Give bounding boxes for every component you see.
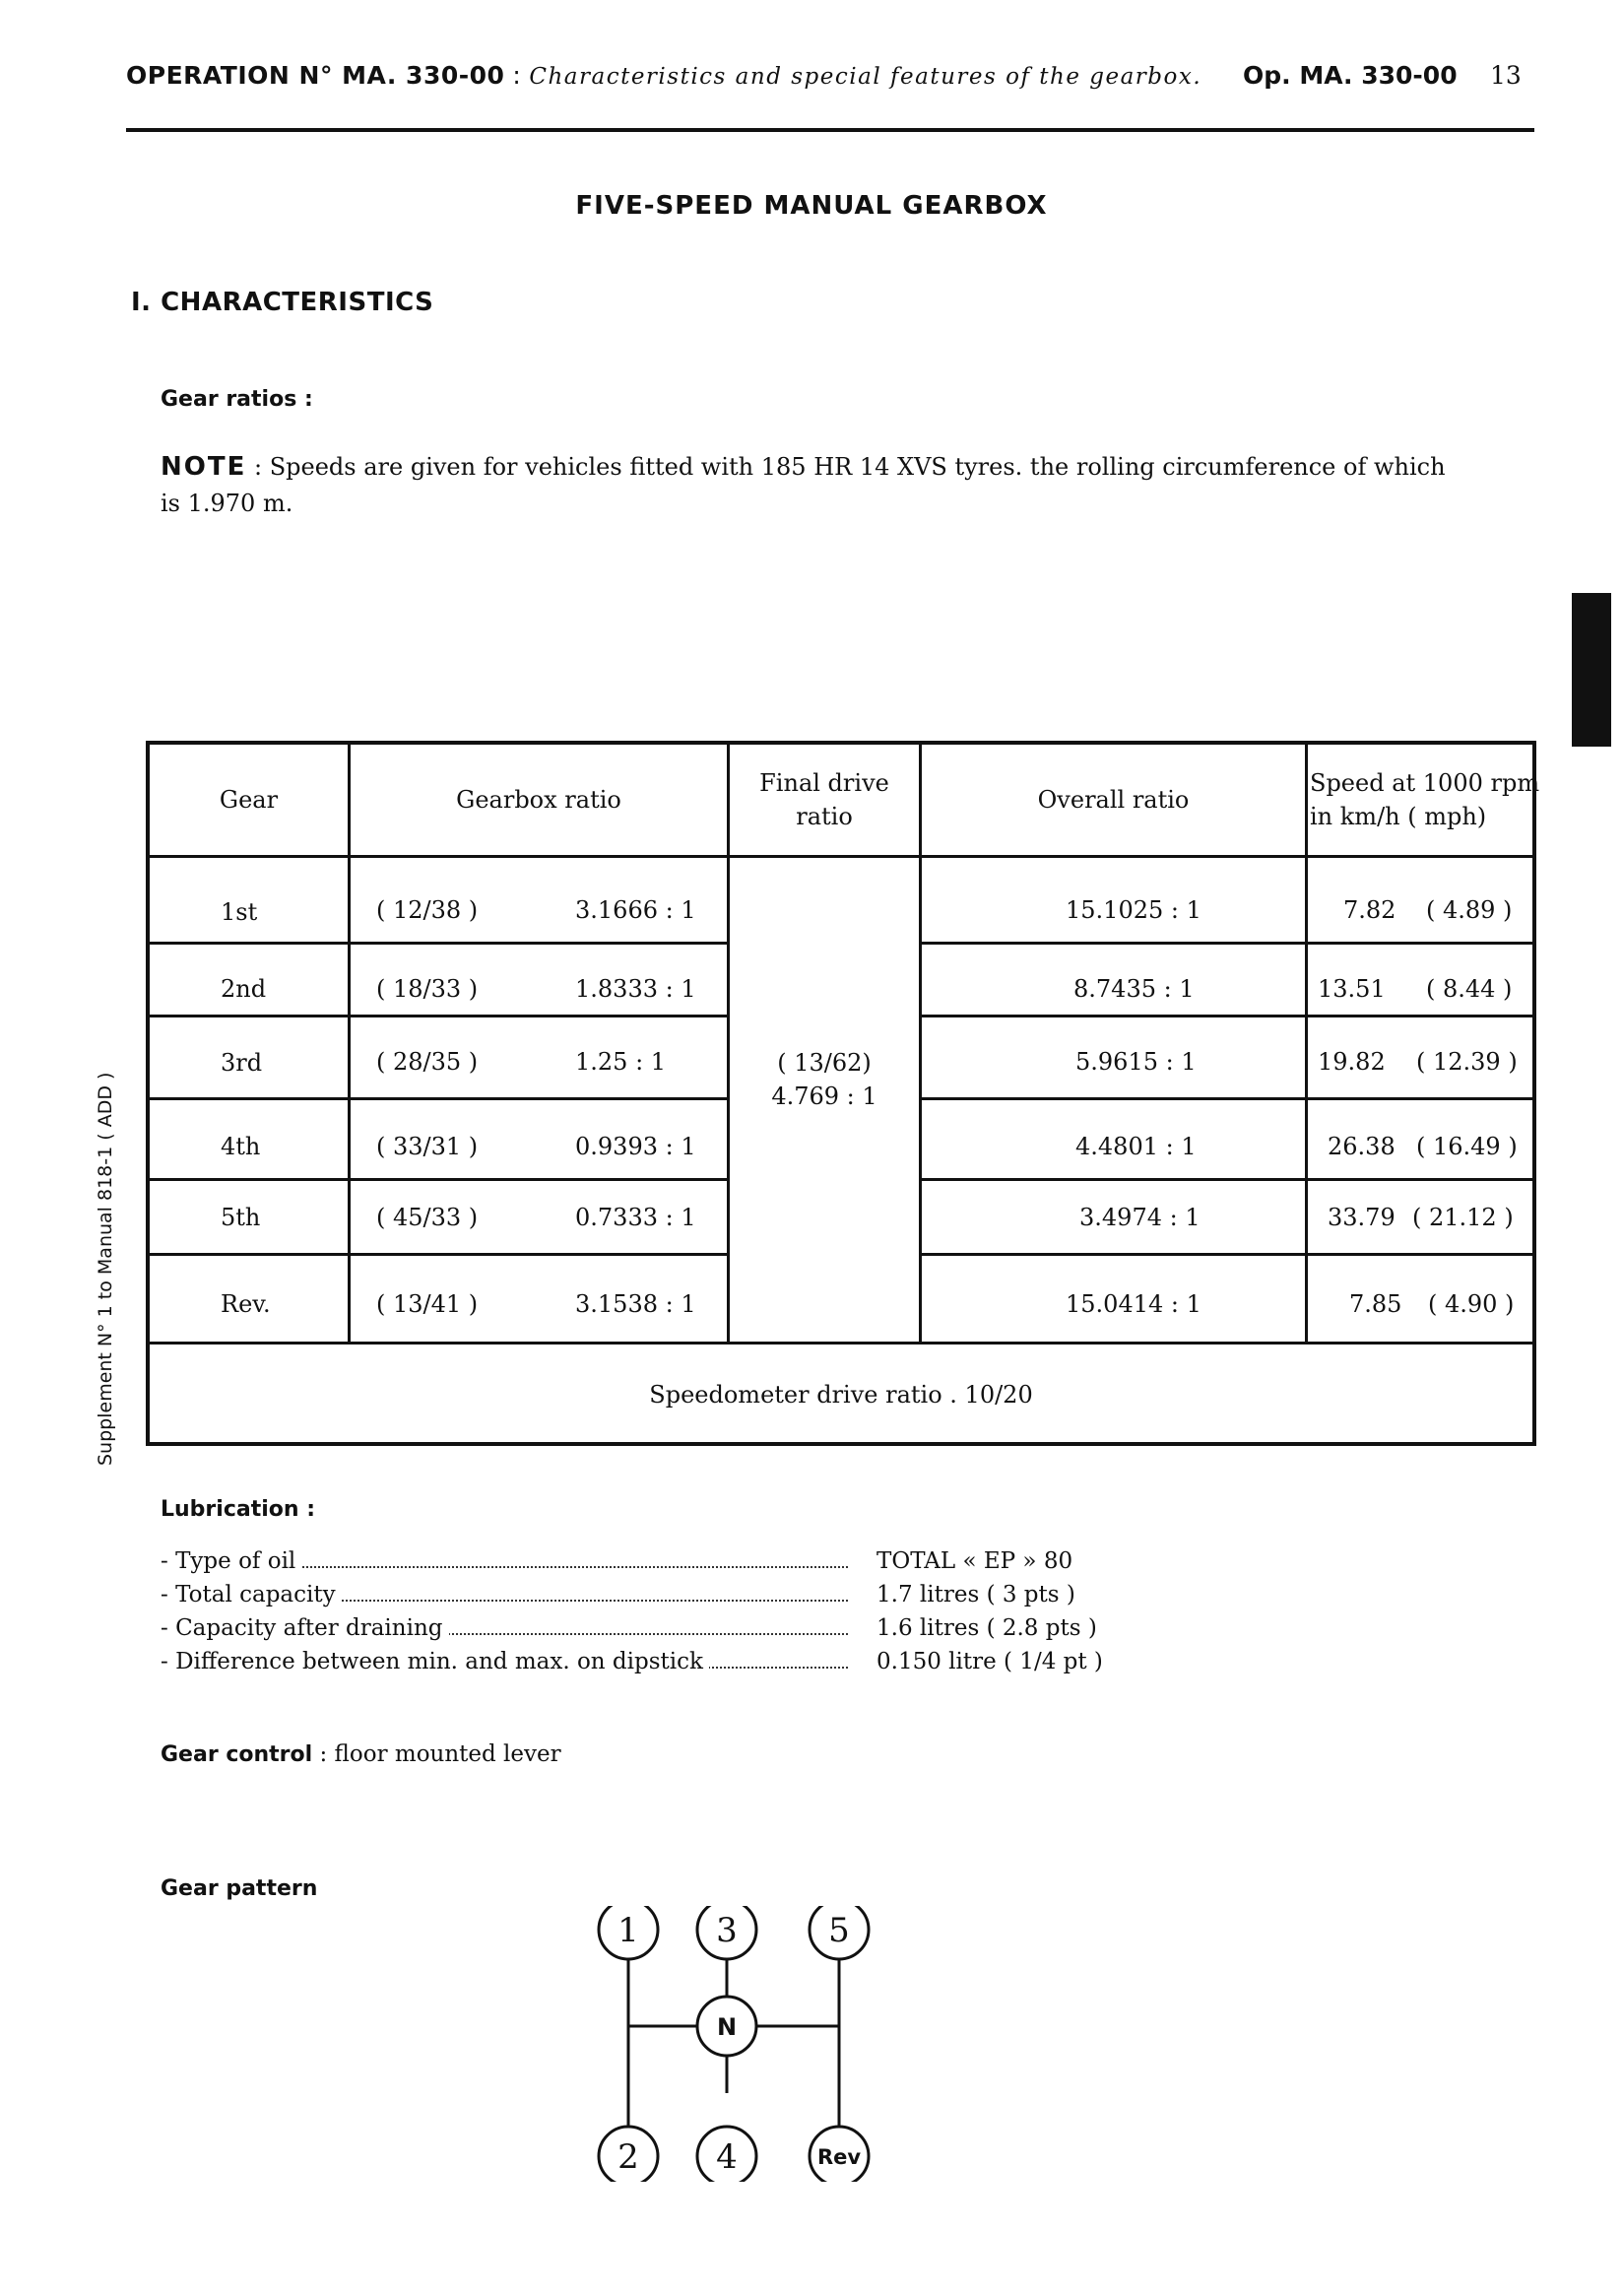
header-subject: Characteristics and special features of the gearbox. bbox=[529, 64, 1202, 90]
header-operation bbox=[126, 61, 1201, 90]
header-op-code: Op. MA. 330-00 bbox=[1243, 61, 1458, 90]
row-rev-overall: 15.0414 : 1 bbox=[1066, 1290, 1201, 1318]
page-number: 13 bbox=[1490, 61, 1522, 90]
row-2nd-kmh: 13.51 bbox=[1318, 975, 1386, 1003]
header-speed bbox=[1310, 766, 1539, 833]
row-3rd-gear: 3rd bbox=[221, 1049, 263, 1077]
table-hline bbox=[919, 1015, 1532, 1017]
row-1st-kmh: 7.82 bbox=[1343, 896, 1396, 924]
table-hline bbox=[919, 1178, 1532, 1181]
lubrication-label: - Type of oil bbox=[161, 1544, 301, 1578]
row-3rd-mph: ( 12.39 ) bbox=[1416, 1048, 1518, 1076]
header-gear: Gear bbox=[219, 786, 279, 814]
table-hline bbox=[150, 942, 728, 945]
header-overall-ratio: Overall ratio bbox=[1037, 786, 1190, 814]
table-hline bbox=[150, 1342, 1532, 1345]
operation-number: OPERATION N° MA. 330-00 bbox=[126, 61, 505, 90]
header-separator: : bbox=[512, 61, 522, 90]
row-4th-gear: 4th bbox=[221, 1133, 261, 1160]
lubrication-value: TOTAL « EP » 80 bbox=[876, 1548, 1073, 1574]
row-4th-teeth: ( 33/31 ) bbox=[376, 1133, 479, 1160]
gear-control-value: : floor mounted lever bbox=[312, 1741, 561, 1767]
lubrication-label: - Total capacity bbox=[161, 1578, 342, 1611]
row-5th-kmh: 33.79 bbox=[1328, 1204, 1396, 1231]
row-2nd-mph: ( 8.44 ) bbox=[1426, 975, 1513, 1003]
gear-label-5: 5 bbox=[828, 1911, 850, 1950]
lubrication-value: 0.150 litre ( 1/4 pt ) bbox=[876, 1649, 1103, 1674]
gear-ratios-heading: Gear ratios : bbox=[161, 387, 313, 412]
final-drive-value bbox=[730, 1046, 919, 1113]
row-4th-ratio: 0.9393 : 1 bbox=[575, 1133, 696, 1160]
header-gearbox-ratio: Gearbox ratio bbox=[456, 786, 621, 814]
gear-label-4: 4 bbox=[716, 2137, 738, 2177]
row-5th-ratio: 0.7333 : 1 bbox=[575, 1204, 696, 1231]
row-1st-ratio: 3.1666 : 1 bbox=[575, 896, 696, 924]
row-1st-teeth: ( 12/38 ) bbox=[376, 896, 479, 924]
note-paragraph bbox=[161, 449, 1461, 522]
gear-control bbox=[161, 1741, 561, 1767]
row-4th-kmh: 26.38 bbox=[1328, 1133, 1396, 1160]
note-text: : Speeds are given for vehicles fitted with 185 HR 14 XVS tyres. the rolling circumference of which is 1.970 m. bbox=[161, 453, 1446, 517]
table-hline bbox=[150, 1178, 728, 1181]
row-3rd-overall: 5.9615 : 1 bbox=[1075, 1048, 1197, 1076]
row-5th-mph: ( 21.12 ) bbox=[1412, 1204, 1514, 1231]
table-hline bbox=[150, 855, 1532, 858]
speedometer-drive-ratio: Speedometer drive ratio . 10/20 bbox=[649, 1381, 1033, 1409]
final-drive-ratio: 4.769 : 1 bbox=[771, 1082, 877, 1110]
lubrication-label: - Capacity after draining bbox=[161, 1611, 449, 1645]
row-2nd-overall: 8.7435 : 1 bbox=[1073, 975, 1195, 1003]
lubrication-value: 1.6 litres ( 2.8 pts ) bbox=[876, 1615, 1097, 1641]
gear-label-rev: Rev bbox=[816, 2145, 862, 2169]
table-hline bbox=[150, 1015, 728, 1017]
row-rev-teeth: ( 13/41 ) bbox=[376, 1290, 479, 1318]
side-tab-marker bbox=[1572, 593, 1611, 747]
header-final-drive-line1: Final drive bbox=[759, 769, 889, 797]
lubrication-label: - Difference between min. and max. on dipstick bbox=[161, 1645, 709, 1678]
row-rev-ratio: 3.1538 : 1 bbox=[575, 1290, 696, 1318]
row-3rd-teeth: ( 28/35 ) bbox=[376, 1048, 479, 1076]
gear-control-label: Gear control bbox=[161, 1742, 313, 1767]
row-5th-teeth: ( 45/33 ) bbox=[376, 1204, 479, 1231]
row-1st-mph: ( 4.89 ) bbox=[1426, 896, 1513, 924]
header-speed-line2: in km/h ( mph) bbox=[1310, 803, 1487, 830]
row-4th-overall: 4.4801 : 1 bbox=[1075, 1133, 1197, 1160]
lubrication-list bbox=[161, 1544, 1145, 1678]
row-2nd-ratio: 1.8333 : 1 bbox=[575, 975, 696, 1003]
row-4th-mph: ( 16.49 ) bbox=[1416, 1133, 1518, 1160]
final-drive-teeth: ( 13/62) bbox=[777, 1049, 872, 1077]
table-hline bbox=[919, 1097, 1532, 1100]
gear-label-2: 2 bbox=[617, 2137, 639, 2177]
row-2nd-teeth: ( 18/33 ) bbox=[376, 975, 479, 1003]
lubrication-row bbox=[161, 1544, 1145, 1578]
side-supplement-text: Supplement N° 1 to Manual 818-1 ( ADD ) bbox=[95, 1072, 116, 1466]
gear-label-3: 3 bbox=[716, 1911, 738, 1950]
lubrication-row bbox=[161, 1578, 1145, 1611]
row-rev-mph: ( 4.90 ) bbox=[1428, 1290, 1515, 1318]
table-hline bbox=[919, 1253, 1532, 1256]
lubrication-value: 1.7 litres ( 3 pts ) bbox=[876, 1582, 1075, 1607]
row-3rd-ratio: 1.25 : 1 bbox=[575, 1048, 667, 1076]
row-5th-gear: 5th bbox=[221, 1204, 261, 1231]
row-5th-overall: 3.4974 : 1 bbox=[1079, 1204, 1201, 1231]
row-rev-gear: Rev. bbox=[221, 1290, 271, 1318]
lubrication-row bbox=[161, 1645, 1145, 1678]
gear-pattern-heading: Gear pattern bbox=[161, 1876, 318, 1901]
section-title: I. CHARACTERISTICS bbox=[131, 288, 434, 317]
row-3rd-kmh: 19.82 bbox=[1318, 1048, 1386, 1076]
row-rev-kmh: 7.85 bbox=[1349, 1290, 1402, 1318]
gear-label-1: 1 bbox=[617, 1911, 639, 1950]
note-label: NOTE bbox=[161, 452, 247, 482]
lubrication-row bbox=[161, 1611, 1145, 1645]
header-rule bbox=[126, 128, 1534, 132]
table-hline bbox=[919, 942, 1532, 945]
lubrication-heading: Lubrication : bbox=[161, 1497, 315, 1522]
row-1st-overall: 15.1025 : 1 bbox=[1066, 896, 1201, 924]
gear-label-n: N bbox=[716, 2013, 738, 2041]
header-final-drive bbox=[730, 766, 919, 833]
page-title: FIVE-SPEED MANUAL GEARBOX bbox=[575, 191, 1048, 221]
table-hline bbox=[150, 1253, 728, 1256]
gear-pattern-diagram bbox=[591, 1906, 886, 2182]
table-hline bbox=[150, 1097, 728, 1100]
row-1st-gear: 1st bbox=[221, 898, 258, 926]
header-final-drive-line2: ratio bbox=[796, 803, 853, 830]
row-2nd-gear: 2nd bbox=[221, 975, 267, 1003]
gear-ratio-table bbox=[146, 741, 1540, 1446]
header-speed-line1: Speed at 1000 rpm bbox=[1310, 769, 1540, 797]
